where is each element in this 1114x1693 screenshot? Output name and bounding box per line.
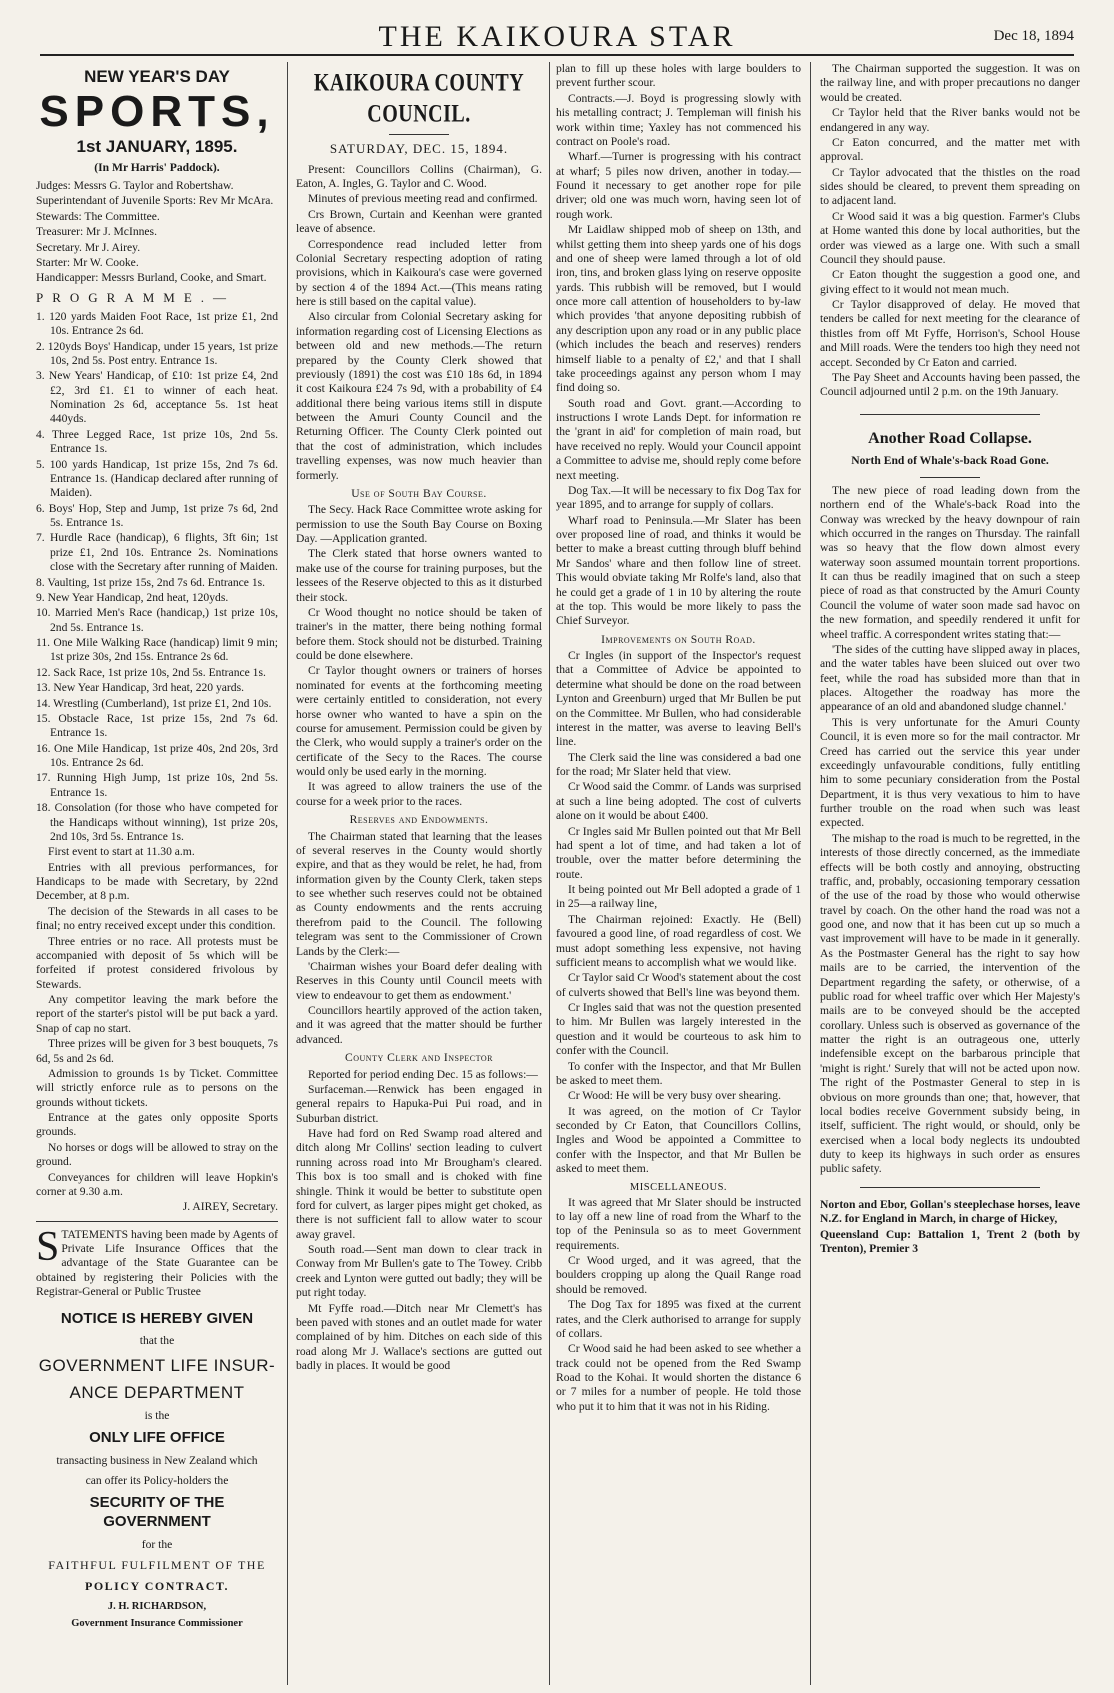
article-para: Cr Wood said it was a big question. Farmer's Clubs at Home wanted this done by local authorities, but the order was viewed as a large one. With such a small Council they should pause. [820,209,1080,266]
article-para: Wharf road to Peninsula.—Mr Slater has been over proposed line of road, and thinks it would be better to make a breast cutting through bluff behind Mr Sandos' whare and then follow line of street. This would obviate taking Mr Rolfe's land, also that he could get a grade of 1 in 10 by altering the route at the top. This would be more likely to pass the Chief Surveyor. [556,513,801,628]
column-4 [820,62,1080,1257]
event-item: 10. Married Men's Race (handicap,) 1st prize 10s, 2nd 5s. Entrance 1s. [36,606,278,634]
ad-sig-name: J. H. RICHARDSON, [107,1600,207,1612]
article-para: Cr Taylor disapproved of delay. He moved that tenders be called for next meeting for the clearance of thistles from off Mt Fyffe, Horrison's, School House and Mill roads. Were the tenders too high they need not accept. Seconded by Cr Eaton and carried. [820,298,1080,369]
official: Secretary. Mr J. Airey. [36,240,141,254]
newspaper-title: THE KAIKOURA STAR [378,20,736,53]
note: Entrance at the gates only opposite Sports grounds. [36,1111,278,1139]
official: Starter: Mr W. Cooke. [36,255,139,269]
note: The decision of the Stewards in all cases to be final; no entry received except under this condition. [36,904,278,933]
ad-security: SECURITY OF THE GOVERNMENT [89,1494,225,1530]
article-para: Dog Tax.—It will be necessary to fix Dog Tax for year 1895, and to arrange for supply of collars. [556,483,801,512]
subheading: Use of South Bay Course. [351,486,487,500]
ad-sig-title: Government Insurance Commissioner [71,1617,243,1629]
article-para: Cr Wood thought no notice should be taken of trainer's in the matter, there being nothing formal before them. Stock should not be disturbed. Training could be done elsewhere. [296,605,542,663]
note: Three prizes will be given for 3 best bouquets, 7s 6d, 5s and 2s 6d. [36,1037,278,1065]
event-item: 13. New Year Handicap, 3rd heat, 220 yards. [36,681,244,695]
event-item: 17. Running High Jump, 1st prize 10s, 2nd 5s. Entrance 1s. [36,771,278,799]
article-para: Contracts.—J. Boyd is progressing slowly with his metalling contract; J. Templeman will finish his work within time; Yaxley has not commenced his contract on Poole's road. [556,91,801,148]
article-para: Correspondence read included letter from Colonial Secretary respecting adoption of rating provisions, which in Kaikoura's case were governed by section 4 of the 1894 Act.—(This means rating here is still based on the capital value). [296,237,542,309]
sports-title: SPORTS, [39,87,275,137]
article-para: It was agreed, on the motion of Cr Taylor seconded by Cr Eaton, that Councillors Collins, Ingles and Wood be appointed a Committee to confer with the Inspector, and that Mr Bullen be asked to meet them. [556,1104,801,1176]
subheading: MISCELLANEOUS. [629,1181,728,1193]
govt-insurance-ad [36,1223,278,1630]
article-para: It being pointed out Mr Bell adopted a grade of 1 in 25—a railway line, [556,883,801,911]
article-para: South road and Govt. grant.—According to instructions I wrote Lands Dept. for information re the 'grant in aid' for completion of main road, but have received no reply. Would your Council appoint a Committee to advise me, should reply come before next meeting. [556,396,801,482]
article-para: Cr Wood: He will be very busy over shearing. [568,1089,781,1103]
official: Treasurer: Mr J. McInnes. [36,225,157,239]
masthead [0,0,1114,56]
subheading: Improvements on South Road. [601,632,756,646]
article-para: Surfaceman.—Renwick has been engaged in general repairs to Hapuka-Pui Pui road, and in Suburban district. [296,1082,542,1125]
ad-policy: POLICY CONTRACT. [84,1578,229,1593]
article-para: To confer with the Inspector, and that Mr Bullen be asked to meet them. [556,1059,801,1087]
drop-cap: S [36,1223,60,1270]
article-para: Cr Wood said he had been asked to see whether a track could not be opened from the Red Swamp Road to the Kohai. It would shorten the distance 6 or 7 miles for a number of people. He told those who put it to him that it was not in his Riding. [556,1342,801,1413]
article-para: 'Chairman wishes your Board defer dealing with Reserves in this County until Council meets with view to endeavour to get them as endowment.' [296,959,542,1002]
title-rule [389,134,449,135]
article-para: The Clerk said the line was considered a bad one for the road; Mr Slater held that view. [556,750,801,778]
article-para: The Chairman supported the suggestion. It was on the railway line, and with proper precautions no danger would be created. [820,62,1080,104]
road-collapse-title: Another Road Collapse. [868,429,1032,447]
article-para: The mishap to the road is much to be regretted, in the interests of those directly concerned, as the immediate effects will be both costly and annoying, obstructing traffic, and, probably, occasioning temporary cessation of the use of the road by those who would otherwise travel by coach. On the other hand the road was not a good one, and now that it has been cut up so much a vast improvement will have to be made in it generally. As the Postmaster General has the right to say how mails are to be carried, the intervention of the Department regarding the safety, or otherwise, of a public road for wheel traffic over which Her Majesty's mails are to be conveyed should be the accepted corollary. Unless such is observed as governance of the matter the right is an outrageous one, utterly indefensible except on the barbarous principle that 'might is right.' Surely that will not be acted upon now. The right of the Postmaster General to step in is obvious on more grounds than one; that, however, that local bodies receive Government subsidy being, in itself, sufficient. The right would, or should, only be exercised when a local body neglects its undoubted duty to keep its highways in such order as ensures public safety. [820,831,1080,1176]
ad-dept: GOVERNMENT LIFE INSUR- [38,1355,276,1375]
title-rule [920,477,980,478]
council-date: SATURDAY, DEC. 15, 1894. [329,140,509,156]
road-collapse-subtitle: North End of Whale's-back Road Gone. [851,454,1049,468]
section-rule [36,1221,278,1222]
ad-line: is the [144,1408,170,1422]
event-item: 16. One Mile Handicap, 1st prize 40s, 2nd 20s, 3rd 10s. Entrance 2s 6d. [36,741,278,770]
article-para: Cr Eaton thought the suggestion a good one, and giving effect to it would not mean much. [820,268,1080,296]
ad-line: for the [141,1537,173,1551]
note: Entries with all previous performances, for Handicaps to be made with Secretary, by 22nd December, at 8 p.m. [36,860,278,903]
ad-faithful: FAITHFUL FULFILMENT OF THE [48,1557,266,1572]
official: Judges: Messrs G. Taylor and Robertshaw. [36,179,234,193]
ad-only: ONLY LIFE OFFICE [89,1429,225,1447]
event-item: 18. Consolation (for those who have competed for the Handicaps without winning), 1st prize 20s, 2nd 10s, 3rd 5s. Entrance 1s. [36,801,278,843]
sports-heading: NEW YEAR'S DAY [84,67,230,86]
sports-venue: (In Mr Harris' Paddock). [94,160,220,174]
ad-intro [36,1223,278,1300]
article-para: plan to fill up these holes with large boulders to prevent further scour. [556,62,801,90]
column-2 [296,62,542,1374]
article-para: The Chairman rejoined: Exactly. He (Bell) favoured a good line, of road regardless of cost. We must adopt something less expensive, not having sufficient means to accomplish what we would like. [556,912,801,969]
event-item: 8. Vaulting, 1st prize 15s, 2nd 7s 6d. Entrance 1s. [36,575,266,589]
ad-line: that the [139,1334,175,1348]
event-item: 7. Hurdle Race (handicap), 6 flights, 3ft 6in; 1st prize £1, 2nd 10s. Entrance 2s. Nominations close with the Secretary after running of Maiden. [36,531,278,574]
article-para: Mt Fyffe road.—Ditch near Mr Clemett's has been paved with stones and an outlet made for water complained of by him. Ditches on each side of this road along Mr J. Wallace's sections are gutted out badly in places. It would be good [296,1301,542,1373]
ad-line: transacting business in New Zealand which [56,1453,258,1467]
event-item: 12. Sack Race, 1st prize 10s, 2nd 5s. Entrance 1s. [36,665,266,679]
article-para: Cr Taylor advocated that the thistles on the road sides should be cleared, to prevent them spreading on to adjacent land. [820,165,1080,208]
article-para: Cr Eaton concurred, and the matter met with approval. [820,135,1080,164]
article-para: Also circular from Colonial Secretary asking for information regarding cost of Licensing Elections as between old and new methods.—The return prepared by the County Clerk showed that previously (1891) the cost was £10 18s 6d, in 1894 it cost Kaikoura £24 7s 9d, with a probability of £4 additional there being various items still in dispute between the Amuri County Council and the Returning Officer. The County Clerk pointed out that the cost of administration, which includes travelling expenses, was now much heavier than formerly. [296,310,542,482]
event-item: 9. New Year Handicap, 2nd heat, 120yds. [36,590,229,604]
programme-heading: PROGRAMME.— [36,289,236,305]
sports-notes [36,845,278,1199]
ad-line: can offer its Policy-holders the [85,1474,229,1488]
article-para: Cr Taylor said Cr Wood's statement about the cost of culverts showed that Bell's line was beyond them. [556,971,801,999]
event-item: 11. One Mile Walking Race (handicap) limit 9 min; 1st prize 30s, 2nd 15s. Entrance 2s 6d. [36,636,278,664]
article-para: It was agreed to allow trainers the use of the course for a week prior to the races. [296,780,542,808]
article-para: Cr Wood said the Commr. of Lands was surprised at such a line being adopted. The cost of culverts alone on it would be about £400. [556,780,801,823]
ad-notice: NOTICE IS HEREBY GIVEN [60,1309,254,1327]
article-para: Wharf.—Turner is progressing with his contract at wharf; 5 piles now driven, another in today.—Found it necessary to get another rope for pile driver; old one was much worn, having seen lot of rough work. [556,150,801,221]
column-3 [556,62,801,1415]
officials-list [36,179,278,286]
article-para: The new piece of road leading down from the northern end of the Whale's-back Road into the Conway was wrecked by the heavy downpour of rain which occurred in the ranges on Thursday. The rainfall was so heavy that the flow down almost every waterway soon assumed mountain torrent proportions. It can thus be readily imagined that on such a steep piece of road as that constructed by the Amuri County Council the volume of water soon made sad havoc on the new formation, and speedily rendered it unfit for wheel traffic. A correspondent writes stating that:— [820,483,1080,641]
article-para: Cr Ingles said that was not the question presented to him. Mr Bullen was largely interested in the question and it would be courteous to ask him to confer with the Council. [556,1001,801,1058]
news-item: Queensland Cup: Battalion 1, Trent 2 (both by Trenton), Premier 3 [820,1227,1080,1255]
event-item: 1. 120 yards Maiden Foot Race, 1st prize £1, 2nd 10s. Entrance 2s 6d. [36,309,278,338]
note: Conveyances for children will leave Hopkin's corner at 9.30 a.m. [36,1170,278,1198]
section-rule [860,1187,1040,1188]
article-para: Mr Laidlaw shipped mob of sheep on 13th, and whilst getting them into sheep yards one of his dogs and one of sheep were lamed through a lot of old iron, tins, and broken glass lying on reserve opposite yards. This rubbish will be removed, but I would once more call attention of householders to by-law which provides 'that anyone depositing rubbish of any description upon any road or in any public place (which includes the beach and reserves) renders himself liable to a penalty of £2,' and that I shall take proceedings against any person whom I may find doing so. [556,223,801,395]
article-para: Minutes of previous meeting read and confirmed. [308,192,538,206]
article-para: Crs Brown, Curtain and Keenhan were granted leave of absence. [296,207,542,236]
column-divider [810,62,811,1685]
article-para: Cr Wood urged, and it was agreed, that the boulders cropping up along the Quail Range road should be removed. [556,1254,801,1296]
article-para: The Dog Tax for 1895 was fixed at the current rates, and the Clerk authorised to arrange for supply of collars. [556,1298,801,1340]
official: Handicapper: Messrs Burland, Cooke, and Smart. [36,271,267,285]
event-item: 15. Obstacle Race, 1st prize 15s, 2nd 7s 6d. Entrance 1s. [36,711,278,740]
article-para: The Chairman stated that learning that the leases of several reserves in the County would shortly expire, and that as they would be relet, he had, from information given by the County Clerk, taken steps to see whether such reserves could not be obtained as County endowments and the rents accruing therefrom paid to the Council. The following telegram was sent to the Commissioner of Crown Lands by the Clerk:— [296,829,542,958]
issue-date: Dec 18, 1894 [993,28,1074,44]
official: Superintendant of Juvenile Sports: Rev Mr McAra. [36,194,274,208]
note: No horses or dogs will be allowed to stray on the ground. [36,1140,278,1169]
column-divider [549,62,550,1685]
article-para: It was agreed that Mr Slater should be instructed to lay off a new line of road from the Wharf to the top of the Peninsula so as to meet Government requirements. [556,1195,801,1252]
event-item: 3. New Years' Handicap, of £10: 1st prize £4, 2nd £2, 3rd £1. £1 to winner of each heat. Nomination 2s 6d, acceptance 5s. 1st heat 440yds. [36,369,278,426]
article-para: Cr Ingles said Mr Bullen pointed out that Mr Bell had spent a lot of time, and had taken a lot of trouble, over the matter before determining the route. [556,824,801,881]
sports-date: 1st JANUARY, 1895. [76,136,238,156]
article-para: Present: Councillors Collins (Chairman), G. Eaton, A. Ingles, G. Taylor and C. Wood. [296,162,542,191]
article-para: The Pay Sheet and Accounts having been passed, the Council adjourned until 2 p.m. on the 19th January. [820,370,1080,399]
article-para: Cr Ingles (in support of the Inspector's request that a Committee of Advice be appointed to determine what should be done on the road between Lynton and Greenburn) urged that Mr Bullen be put on the Committee. Mr Bullen, who had considerable interest in the matter, was averse to leaving Bell's line. [556,649,801,749]
official: Stewards: The Committee. [36,209,160,223]
news-item: Norton and Ebor, Gollan's steeplechase horses, leave N.Z. for England in March, in charge of Hickey, [820,1197,1080,1226]
article-para: Cr Taylor thought owners or trainers of horses nominated for events at the forthcoming meeting were certainly entitled to consideration, not every horse owner who wanted to have a spin on the course for amusement. Permission could be given by the Clerk, who would supply a trainer's order on the certificate of the Secy to the Races. The course would only be used early in the morning. [296,664,542,779]
event-item: 6. Boys' Hop, Step and Jump, 1st prize 7s 6d, 2nd 5s. Entrance 1s. [36,501,278,530]
masthead-rule [40,54,1074,56]
event-item: 14. Wrestling (Cumberland), 1st prize £1, 2nd 10s. [36,696,272,710]
event-item: 4. Three Legged Race, 1st prize 10s, 2nd 5s. Entrance 1s. [36,427,278,456]
column-1 [36,62,278,1630]
ad-dept: ANCE DEPARTMENT [69,1382,245,1402]
section-rule [860,414,1040,415]
article-para: Cr Taylor held that the River banks would not be endangered in any way. [820,106,1080,134]
article-para: The Secy. Hack Race Committee wrote asking for permission to use the South Bay Course on Boxing Day. —Application granted. [296,503,542,546]
article-para: Reported for period ending Dec. 15 as follows:— [308,1067,538,1081]
events-list [36,310,278,845]
council-title: KAIKOURA COUNTY COUNCIL. [313,69,525,128]
note: Three entries or no race. All protests must be accompanied with deposit of 5s which will be forfeited if protest considered frivolous by Stewards. [36,934,278,991]
sports-signature: J. AIREY, Secretary. [182,1200,278,1214]
article-para: This is very unfortunate for the Amuri County Council, it is even more so for the mail contractor. Mr Creed has carried out the service this year under exceedingly unfavourable conditions, fully entitling him to some pecuniary consideration from the Postal Department, it is thus very vexatious to him to have further trouble on the road when such was least expected. [820,715,1080,830]
column-divider [287,62,288,1685]
subheading: County Clerk and Inspector [345,1051,493,1065]
article-para: The Clerk stated that horse owners wanted to make use of the course for training purposes, but the lessees of the Reserve objected to this as it disturbed their stock. [296,547,542,604]
event-item: 5. 100 yards Handicap, 1st prize 15s, 2nd 7s 6d. Entrance 1s. (Handicap declared after running of Maiden). [36,457,278,500]
subheading: Reserves and Endowments. [349,813,489,827]
article-para: 'The sides of the cutting have slipped away in places, and the water tables have been sluiced out over two feet, while the road has subsided more than that in places. Altogether the roadway has more the appearance of an old and abandoned sludge channel.' [820,642,1080,714]
event-item: 2. 120yds Boys' Handicap, under 15 years, 1st prize 10s, 2nd 5s. Post entry. Entrance 1s. [36,339,278,367]
note: Any competitor leaving the mark before the report of the starter's pistol will be put back a yard. Snap of cap no start. [36,993,278,1035]
article-para: Councillors heartily approved of the action taken, and it was agreed that the matter should be further advanced. [296,1004,542,1046]
article-para: South road.—Sent man down to clear track in Conway from Mr Bullen's gate to The Towey. Cribb creek and Lynton were gutted out badly; they will be put right today. [296,1243,542,1300]
article-para: Have had ford on Red Swamp road altered and ditch along Mr Collins' section leading to culvert running across road into Mr Brougham's cleared. This box is too small and is choked with fine shingle. Think it would be better to substitute open ford for culvert, as larger pipes might get choked, as there is not sufficient fall to allow water to scour away gravel. [296,1127,542,1241]
note: First event to start at 11.30 a.m. [48,845,195,859]
note: Admission to grounds 1s by Ticket. Committee will strictly enforce rule as to persons on the grounds without tickets. [36,1066,278,1109]
ad-intro-text: TATEMENTS having been made by Agents of Private Life Insurance Offices that the advantage of the State Guarantee can be obtained by registering their Policies with the Registrar-General or Public Trustee [36,1227,278,1299]
